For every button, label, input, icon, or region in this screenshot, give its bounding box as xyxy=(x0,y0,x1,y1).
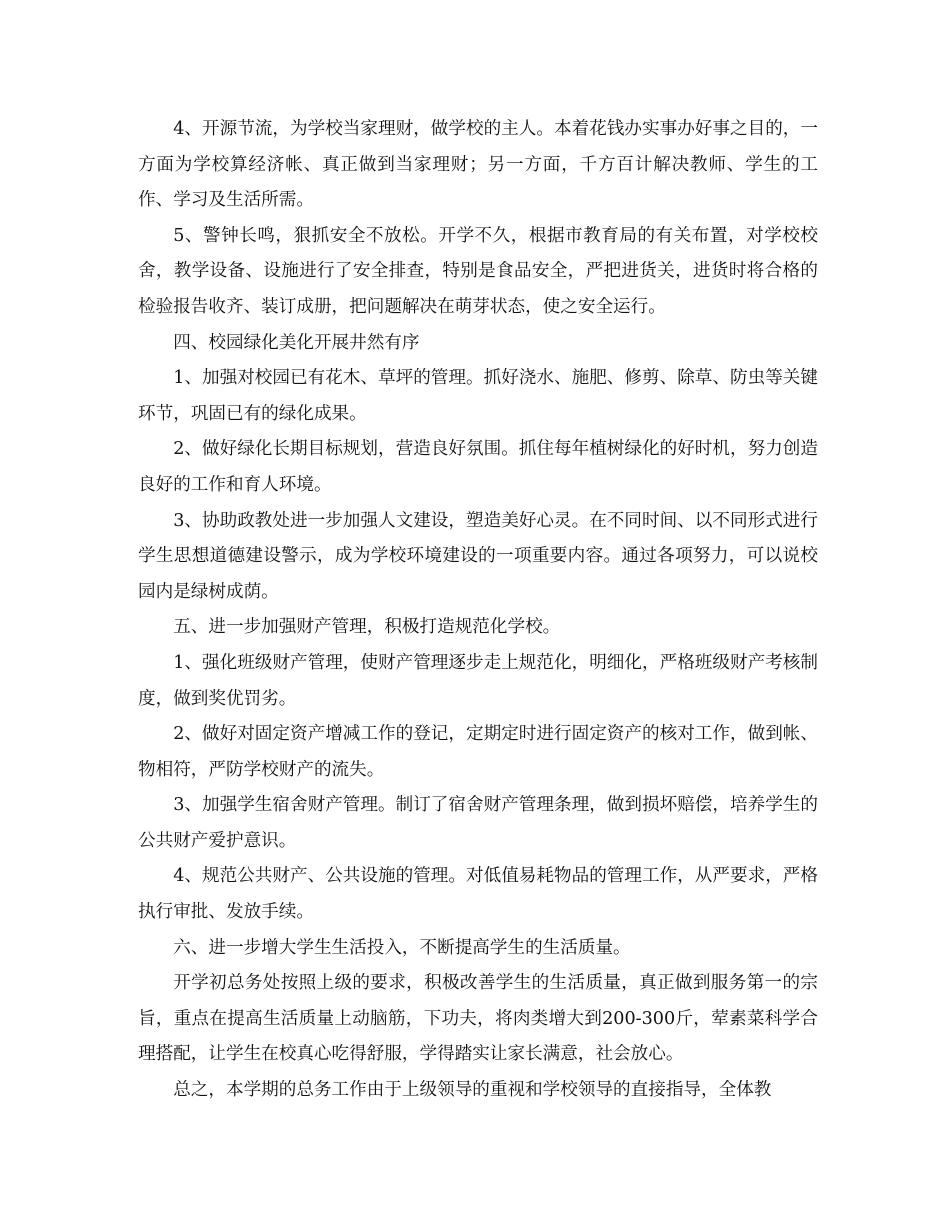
paragraph-greening-2: 2、做好绿化长期目标规划，营造良好氛围。抓住每年植树绿化的好时机，努力创造良好的工作和育人环境。 xyxy=(138,439,818,495)
paragraph-item-5-safety: 5、警钟长鸣，狠抓安全不放松。开学不久，根据市教育局的有关布置，对学校校舍，教学设备、设施进行了安全排查，特别是食品安全，严把进货关，进货时将合格的检验报告收齐、装订成册，把问题解决在萌芽状态，使之安全运行。 xyxy=(138,225,818,317)
section-heading-property: 五、进一步加强财产管理，积极打造规范化学校。 xyxy=(173,617,561,638)
paragraph-student-life: 开学初总务处按照上级的要求，积极改善学生的生活质量，真正做到服务第一的宗旨，重点在提高生活质量上动脑筋，下功夫，将肉类增大到200-300斤，荤素菜科学合理搭配，让学生在校真心吃得舒服，学得踏实让家长满意，社会放心。 xyxy=(138,973,818,1065)
paragraph-property-1: 1、强化班级财产管理，使财产管理逐步走上规范化，明细化，严格班级财产考核制度，做到奖优罚劣。 xyxy=(138,652,818,709)
paragraph-property-2: 2、做好对固定资产增减工作的登记，定期定时进行固定资产的核对工作，做到帐、物相符，严防学校财产的流失。 xyxy=(138,724,818,780)
paragraph-property-3: 3、加强学生宿舍财产管理。制订了宿舍财产管理条理，做到损坏赔偿，培养学生的公共财产爱护意识。 xyxy=(138,795,818,851)
paragraph-property-4: 4、规范公共财产、公共设施的管理。对低值易耗物品的管理工作，从严要求，严格执行审批、发放手续。 xyxy=(138,866,818,923)
paragraph-item-4-open-source: 4、开源节流，为学校当家理财，做学校的主人。本着花钱办实事办好事之目的，一方面为学校算经济帐、真正做到当家理财；另一方面，千方百计解决教师、学生的工作、学习及生活所需。 xyxy=(138,119,818,211)
section-heading-student-life: 六、进一步增大学生生活投入，不断提高学生的生活质量。 xyxy=(173,937,631,958)
paragraph-greening-1: 1、加强对校园已有花木、草坪的管理。抓好浇水、施肥、修剪、除草、防虫等关键环节，巩固已有的绿化成果。 xyxy=(138,368,818,424)
document-body xyxy=(138,112,818,1109)
paragraph-greening-3: 3、协助政教处进一步加强人文建设，塑造美好心灵。在不同时间、以不同形式进行学生思想道德建设警示，成为学校环境建设的一项重要内容。通过各项努力，可以说校园内是绿树成荫。 xyxy=(138,510,818,602)
paragraph-conclusion: 总之，本学期的总务工作由于上级领导的重视和学校领导的直接指导，全体教 xyxy=(173,1080,772,1101)
section-heading-greening: 四、校园绿化美化开展井然有序 xyxy=(173,332,420,353)
